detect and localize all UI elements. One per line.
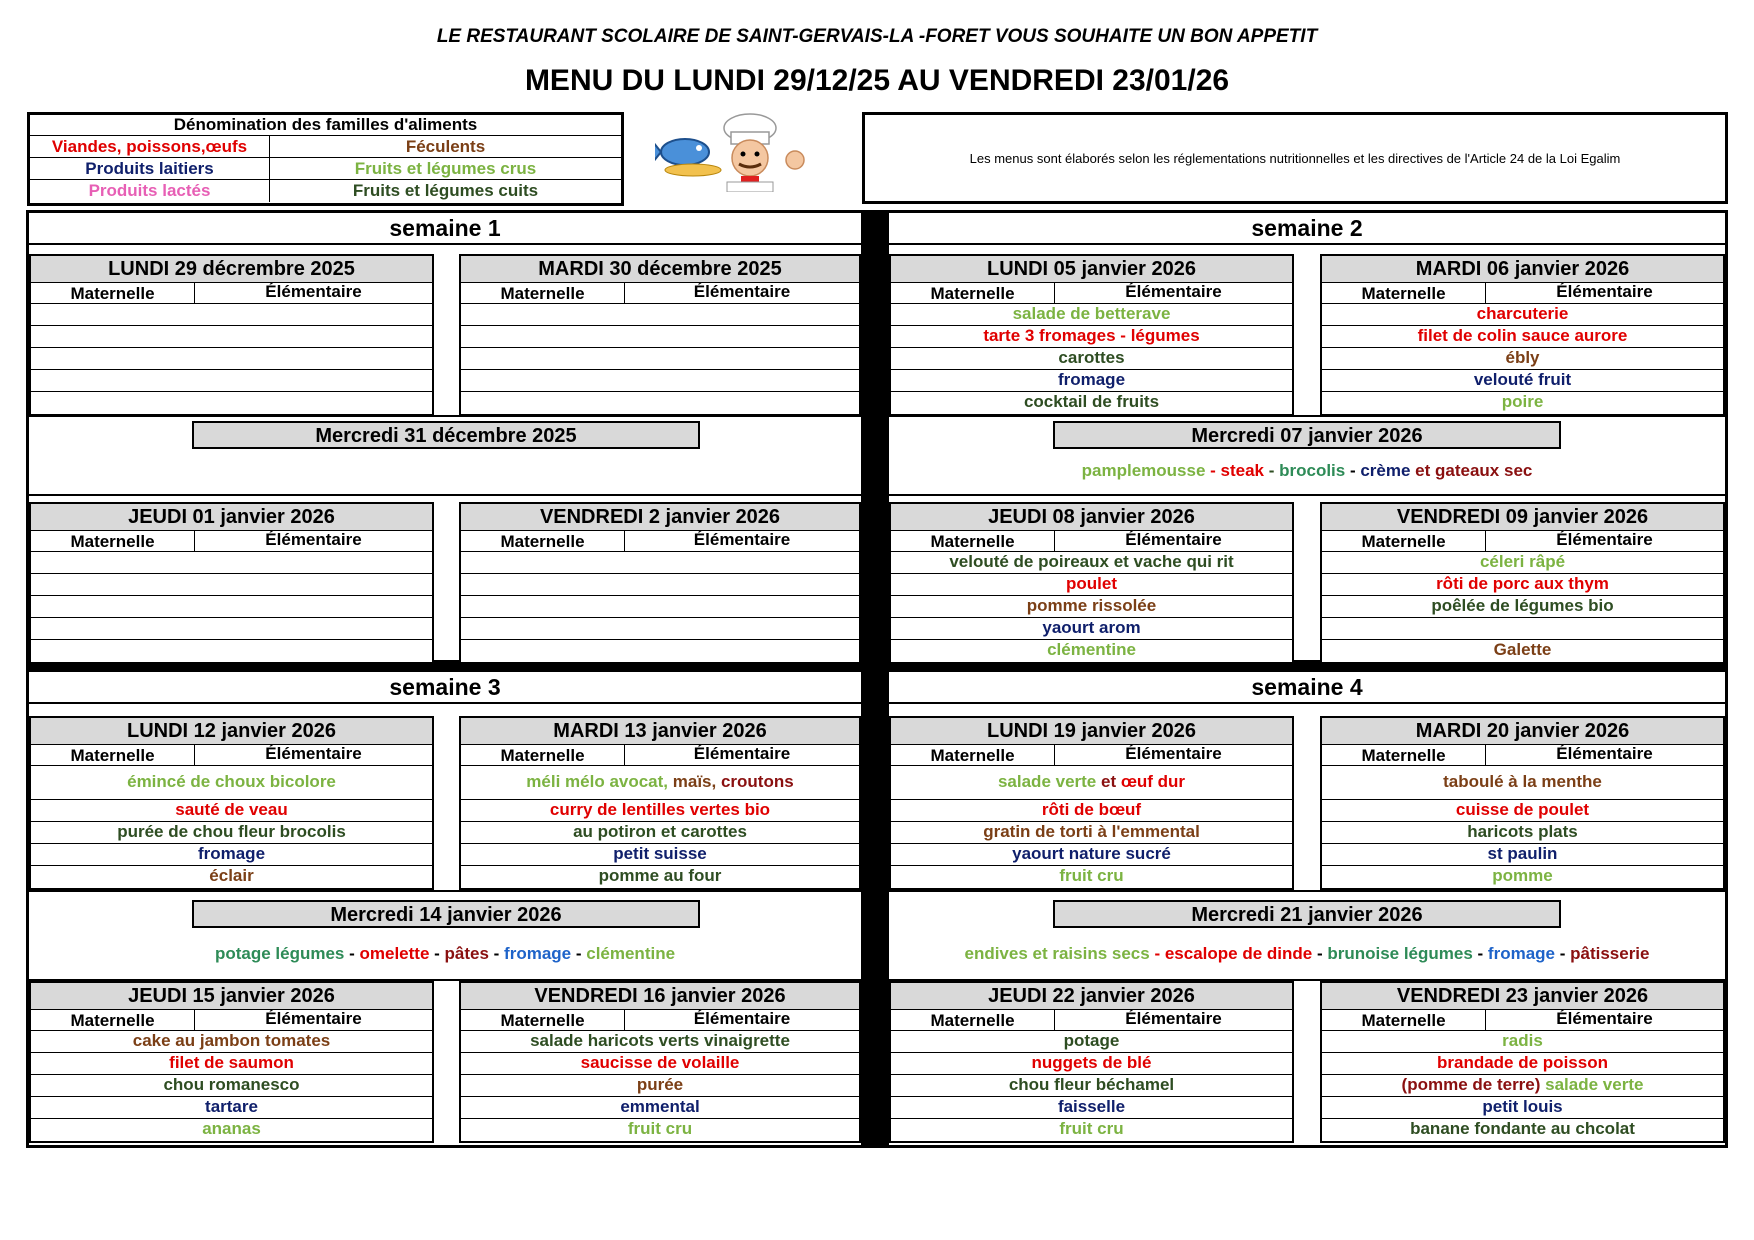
menu-row: nuggets de blé [891, 1053, 1292, 1075]
legend-meat: Viandes, poissons,œufs [30, 136, 270, 157]
day-title: LUNDI 12 janvier 2026 [31, 718, 432, 745]
menu-row: haricots plats [1322, 822, 1723, 844]
menu-row: velouté de poireaux et vache qui rit [891, 552, 1292, 574]
menu-row [1322, 618, 1723, 640]
elementaire-label: Élémentaire [1556, 1009, 1653, 1028]
menu-row: radis [1322, 1031, 1723, 1053]
wed-item: omelette [359, 944, 430, 963]
menu-row: potage [891, 1031, 1292, 1053]
wednesday-title: Mercredi 31 décembre 2025 [192, 421, 700, 449]
day-title: VENDREDI 23 janvier 2026 [1322, 983, 1723, 1010]
restaurant-greeting: LE RESTAURANT SCOLAIRE DE SAINT-GERVAIS-LA -FORET VOUS SOUHAITE UN BON APPETIT [436, 26, 1318, 47]
menu-row: au potiron et carottes [461, 822, 859, 844]
elementaire-label: Élémentaire [693, 282, 791, 301]
maternelle-label: Maternelle [891, 531, 1055, 551]
menu-row [31, 326, 432, 348]
maternelle-label: Maternelle [891, 283, 1055, 303]
menu-row [31, 618, 432, 640]
menu-row: banane fondante au chcolat [1410, 1119, 1635, 1138]
wednesday-title: Mercredi 21 janvier 2026 [1053, 900, 1561, 928]
menu-row: ébly [1322, 348, 1723, 370]
day-subheader [1322, 531, 1723, 552]
menu-row: clémentine [1047, 640, 1136, 659]
menu-row [461, 552, 859, 574]
wed-sep: - [1555, 944, 1571, 963]
elementaire-label: Élémentaire [1125, 282, 1222, 301]
maternelle-label: Maternelle [461, 745, 625, 765]
legend-milk-products: Produits lactés [30, 180, 270, 202]
day-subheader [461, 531, 859, 552]
elementaire-label: Élémentaire [693, 744, 791, 763]
menu-row: purée [461, 1075, 859, 1097]
chef-illustration [655, 112, 845, 192]
day-subheader [461, 745, 859, 766]
day-subheader [891, 745, 1292, 766]
menu-row: cake au jambon tomates [31, 1031, 432, 1053]
menu-row: brandade de poisson [1322, 1053, 1723, 1075]
maternelle-label: Maternelle [461, 531, 625, 551]
menu-row: chou romanesco [31, 1075, 432, 1097]
day-title: JEUDI 01 janvier 2026 [31, 504, 432, 531]
wed-item: fromage [504, 944, 572, 963]
elementaire-label: Élémentaire [1556, 282, 1653, 301]
day-title: MARDI 13 janvier 2026 [461, 718, 859, 745]
day-subheader [891, 283, 1292, 304]
menu-row: petit suisse [461, 844, 859, 866]
menu-row [461, 370, 859, 392]
menu-row: yaourt nature sucré [891, 844, 1292, 866]
day-card-lundi-w1 [29, 254, 434, 416]
menu-row: curry de lentilles vertes bio [461, 800, 859, 822]
menu-row: emmental [461, 1097, 859, 1119]
menu-row [31, 640, 432, 662]
maternelle-label: Maternelle [31, 283, 195, 303]
menu-row [31, 574, 432, 596]
day-title: JEUDI 22 janvier 2026 [891, 983, 1292, 1010]
day-card-vendredi-w4 [1320, 981, 1725, 1143]
maternelle-label: Maternelle [1322, 1010, 1486, 1030]
maternelle-label: Maternelle [461, 1010, 625, 1030]
wed-sep: et [1410, 461, 1436, 480]
week-3-title: semaine 3 [29, 672, 861, 704]
menu-row [461, 640, 859, 662]
menu-row [461, 348, 859, 370]
menu-part: maïs, [668, 772, 717, 791]
wed-sep: - [488, 944, 505, 963]
wed-sep: - [344, 944, 360, 963]
wed-item: brocolis [1279, 461, 1346, 480]
menu-row: petit louis [1322, 1097, 1723, 1119]
menu-part: œuf dur [1120, 772, 1186, 791]
legend-row [30, 136, 621, 158]
menu-row [461, 304, 859, 326]
day-card-jeudi-w4 [889, 981, 1294, 1143]
menu-row [31, 348, 432, 370]
menu-row: salade haricots verts vinaigrette [461, 1031, 859, 1053]
day-subheader [1322, 745, 1723, 766]
wed-item: clémentine [586, 944, 676, 963]
wed-item: fromage [1487, 944, 1555, 963]
wed-item: brunoise légumes [1327, 944, 1473, 963]
menu-row: tartare [31, 1097, 432, 1119]
wed-item: crème [1360, 461, 1411, 480]
menu-row [31, 392, 432, 414]
day-card-mardi-w1 [459, 254, 861, 416]
legend-title: Dénomination des familles d'aliments [30, 115, 621, 136]
day-title: MARDI 30 décembre 2025 [461, 256, 859, 283]
legend-raw-produce: Fruits et légumes crus [354, 159, 537, 178]
menu-row: fromage [891, 370, 1292, 392]
elementaire-label: Élémentaire [265, 282, 362, 301]
menu-row [31, 596, 432, 618]
menu-row: poêlée de légumes bio [1322, 596, 1723, 618]
menu-row: sauté de veau [31, 800, 432, 822]
maternelle-label: Maternelle [31, 531, 195, 551]
menu-row: ananas [202, 1119, 261, 1138]
wed-sep: - [1149, 944, 1165, 963]
wednesday-title: Mercredi 07 janvier 2026 [1053, 421, 1561, 449]
elementaire-label: Élémentaire [1125, 744, 1222, 763]
wed-sep: - [571, 944, 587, 963]
day-card-mardi-w4 [1320, 716, 1725, 890]
day-title: LUNDI 05 janvier 2026 [891, 256, 1292, 283]
menu-part: et [1096, 772, 1121, 791]
day-subheader [31, 283, 432, 304]
menu-part: salade verte [1540, 1075, 1644, 1094]
elementaire-label: Élémentaire [693, 1009, 791, 1028]
elementaire-label: Élémentaire [265, 744, 362, 763]
menu-part: croutons [716, 772, 794, 791]
menu-row [461, 596, 859, 618]
menu-row: purée de chou fleur brocolis [31, 822, 432, 844]
wednesday-menu [29, 939, 861, 969]
menu-row [31, 552, 432, 574]
wed-item: gateaux sec [1435, 461, 1533, 480]
elementaire-label: Élémentaire [1125, 1009, 1222, 1028]
food-family-legend [27, 112, 624, 206]
day-subheader [1322, 283, 1723, 304]
menu-row [461, 574, 859, 596]
day-title: MARDI 06 janvier 2026 [1322, 256, 1723, 283]
menu-row [461, 766, 859, 800]
day-subheader [891, 531, 1292, 552]
day-card-jeudi-w3 [29, 981, 434, 1143]
maternelle-label: Maternelle [1322, 531, 1486, 551]
maternelle-label: Maternelle [31, 745, 195, 765]
day-subheader [31, 531, 432, 552]
menu-row: Galette [1493, 640, 1552, 659]
maternelle-label: Maternelle [891, 745, 1055, 765]
menu-row: rôti de bœuf [891, 800, 1292, 822]
wed-sep: - [429, 944, 445, 963]
elementaire-label: Élémentaire [265, 1009, 362, 1028]
menu-row: chou fleur béchamel [891, 1075, 1292, 1097]
day-subheader [1322, 1010, 1723, 1031]
maternelle-label: Maternelle [461, 283, 625, 303]
vertical-divider [861, 210, 889, 1148]
wed-item: endives et raisins secs [964, 944, 1150, 963]
menu-row: fruit cru [1059, 866, 1124, 885]
menu-title: MENU DU LUNDI 29/12/25 AU VENDREDI 23/01/26 [524, 64, 1230, 97]
wed-item: pâtisserie [1570, 944, 1650, 963]
day-subheader [31, 745, 432, 766]
menu-row: salade de betterave [891, 304, 1292, 326]
menu-row [461, 392, 859, 414]
wed-sep: - [1264, 461, 1280, 480]
menu-row: filet de saumon [31, 1053, 432, 1075]
menu-row: saucisse de volaille [461, 1053, 859, 1075]
menu-row: charcuterie [1322, 304, 1723, 326]
day-card-mardi-w2 [1320, 254, 1725, 416]
wed-sep: - [1472, 944, 1488, 963]
menu-row [1322, 1075, 1723, 1097]
menu-row [461, 326, 859, 348]
menu-row [891, 766, 1292, 800]
wednesday-menu [889, 939, 1725, 969]
day-title: LUNDI 29 décrembre 2025 [31, 256, 432, 283]
day-card-lundi-w4 [889, 716, 1294, 890]
day-card-jeudi-w1 [29, 502, 434, 664]
elementaire-label: Élémentaire [1125, 530, 1222, 549]
day-title: MARDI 20 janvier 2026 [1322, 718, 1723, 745]
day-title: VENDREDI 16 janvier 2026 [461, 983, 859, 1010]
menu-row: carottes [891, 348, 1292, 370]
wed-sep: - [1345, 461, 1361, 480]
legend-dairy-products: Produits laitiers [30, 158, 270, 179]
menu-row: st paulin [1322, 844, 1723, 866]
menu-row: taboulé à la menthe [1322, 766, 1723, 800]
menu-row: pomme rissolée [891, 596, 1292, 618]
day-card-lundi-w2 [889, 254, 1294, 416]
day-card-mardi-w3 [459, 716, 861, 890]
day-title: VENDREDI 09 janvier 2026 [1322, 504, 1723, 531]
menu-row: poire [1501, 392, 1544, 411]
menu-row [461, 618, 859, 640]
menu-row: faisselle [891, 1097, 1292, 1119]
maternelle-label: Maternelle [1322, 283, 1486, 303]
week-1-title: semaine 1 [29, 213, 861, 245]
menu-row: pomme [1492, 866, 1553, 885]
menu-row: céleri râpé [1322, 552, 1723, 574]
day-title: JEUDI 08 janvier 2026 [891, 504, 1292, 531]
menu-row: yaourt arom [891, 618, 1292, 640]
maternelle-label: Maternelle [1322, 745, 1486, 765]
week-4-title: semaine 4 [889, 672, 1725, 704]
elementaire-label: Élémentaire [1556, 530, 1653, 549]
wed-item: escalope de dinde [1164, 944, 1313, 963]
day-subheader [461, 283, 859, 304]
menu-row: fruit cru [1059, 1119, 1124, 1138]
day-card-jeudi-w2 [889, 502, 1294, 664]
maternelle-label: Maternelle [31, 1010, 195, 1030]
elementaire-label: Élémentaire [693, 530, 791, 549]
day-title: JEUDI 15 janvier 2026 [31, 983, 432, 1010]
menu-row [31, 370, 432, 392]
day-title: LUNDI 19 janvier 2026 [891, 718, 1292, 745]
wed-sep: - [1205, 461, 1221, 480]
maternelle-label: Maternelle [891, 1010, 1055, 1030]
day-title: VENDREDI 2 janvier 2026 [461, 504, 859, 531]
menu-part: salade verte [997, 772, 1097, 791]
legend-starch: Féculents [405, 137, 486, 156]
egalim-info: Les menus sont élaborés selon les réglementations nutritionnelles et les directives de l'Article 24 de la Loi Egalim [862, 112, 1728, 204]
day-card-vendredi-w3 [459, 981, 861, 1143]
menu-row: gratin de torti à l'emmental [891, 822, 1292, 844]
wednesday-menu [889, 456, 1725, 486]
week-2-title: semaine 2 [889, 213, 1725, 245]
menu-row: velouté fruit [1322, 370, 1723, 392]
menu-row: filet de colin sauce aurore [1322, 326, 1723, 348]
elementaire-label: Élémentaire [265, 530, 362, 549]
menu-part: (pomme de terre) [1401, 1075, 1541, 1094]
wednesday-title: Mercredi 14 janvier 2026 [192, 900, 700, 928]
day-subheader [31, 1010, 432, 1031]
menu-row: émincé de choux bicolore [31, 766, 432, 800]
menu-row [31, 304, 432, 326]
legend-cooked-produce: Fruits et légumes cuits [352, 181, 539, 200]
elementaire-label: Élémentaire [1556, 744, 1653, 763]
day-card-vendredi-w2 [1320, 502, 1725, 664]
day-card-lundi-w3 [29, 716, 434, 890]
menu-row: rôti de porc aux thym [1322, 574, 1723, 596]
day-subheader [461, 1010, 859, 1031]
wed-sep: - [1312, 944, 1328, 963]
menu-row: éclair [209, 866, 254, 885]
menu-row: pomme au four [598, 866, 722, 885]
menu-row: fromage [31, 844, 432, 866]
wed-item: pamplemousse [1081, 461, 1206, 480]
day-subheader [891, 1010, 1292, 1031]
menu-part: méli mélo avocat, [526, 772, 669, 791]
menu-row: poulet [891, 574, 1292, 596]
menu-row: tarte 3 fromages - légumes [891, 326, 1292, 348]
wed-item: steak [1220, 461, 1264, 480]
wed-item: potage légumes [214, 944, 345, 963]
legend-row [30, 180, 621, 202]
day-card-vendredi-w1 [459, 502, 861, 664]
menu-row: fruit cru [627, 1119, 693, 1138]
menu-row: cocktail de fruits [1023, 392, 1160, 411]
legend-row [30, 158, 621, 180]
wed-item: pâtes [444, 944, 489, 963]
menu-row: cuisse de poulet [1322, 800, 1723, 822]
